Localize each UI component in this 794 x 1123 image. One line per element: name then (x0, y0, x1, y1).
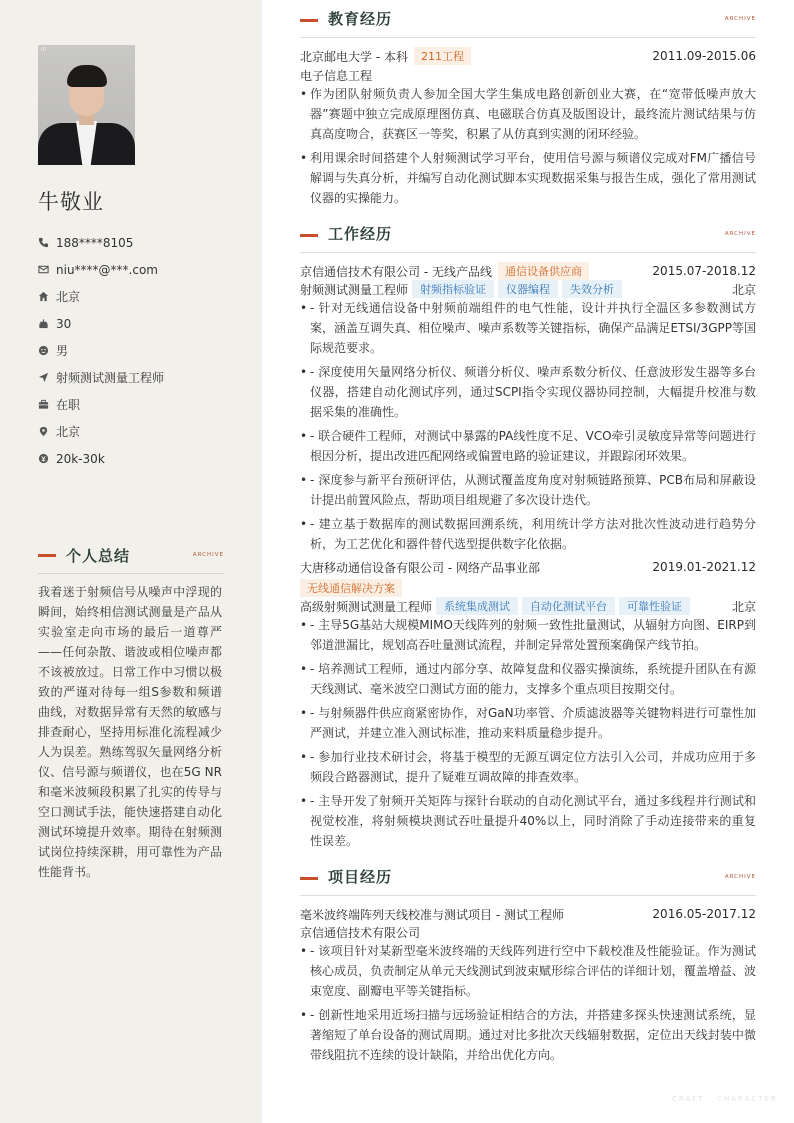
info-text: 在职 (56, 398, 81, 412)
info-email (38, 256, 238, 283)
job-1-header-row (300, 262, 756, 280)
info-status (38, 391, 238, 418)
education-period: 2011.09-2015.06 (652, 49, 756, 63)
candidate-name: 牛敬业 (38, 190, 104, 214)
briefcase-icon (38, 399, 49, 410)
photo-tag: ID (41, 47, 47, 53)
job-2-header-row (300, 558, 756, 576)
skill-tag: 仪器编程 (498, 280, 558, 298)
archive-label: ARCHIVE (192, 552, 224, 558)
info-text: 188****8105 (56, 235, 134, 250)
education-header-row (300, 47, 756, 65)
list-item: • - 建立基于数据库的测试数据回溯系统，利用统计学方法对批次性波动进行趋势分析，为工艺优化和器件替代选型提供数字化依据。 (300, 514, 756, 554)
section-title: 项目经历 (328, 868, 393, 886)
info-text: niu****@***.com (56, 262, 158, 277)
info-gender (38, 337, 238, 364)
archive-label: ARCHIVE (724, 874, 756, 880)
info-age (38, 310, 238, 337)
list-item: • - 深度参与新平台预研评估，从测试覆盖度角度对射频链路预算、PCB布局和屏蔽设计提出前置风险点，帮助项目组规避了多次设计迭代。 (300, 470, 756, 510)
job-2-role-row (300, 597, 756, 615)
summary-section-header (38, 544, 224, 574)
education-major-row (300, 66, 756, 84)
info-phone (38, 229, 238, 256)
list-item: • - 创新性地采用近场扫描与远场验证相结合的方法，并搭建多探头快速测试系统，显著缩短了单台设备的测试周期。通过对比多批次天线辐射数据，定位出天线封装中微带线阻抗不连续的设计缺陷，并给出优化方向。 (300, 1005, 756, 1065)
job-city: 北京 (731, 599, 756, 614)
job-1-role-row (300, 280, 756, 298)
info-salary (38, 445, 238, 472)
archive-label: ARCHIVE (724, 16, 756, 22)
job-role: 高级射频测试测量工程师 (300, 599, 433, 614)
project-bullets (300, 941, 756, 1069)
info-text: 30 (56, 316, 72, 331)
cake-icon (38, 318, 49, 329)
contact-info-list (38, 229, 238, 472)
job-1-bullets (300, 298, 756, 558)
section-accent-bar (300, 877, 318, 880)
skill-tag: 自动化测试平台 (522, 597, 615, 615)
info-text: 20k-30k (56, 451, 105, 466)
section-title: 工作经历 (328, 225, 393, 243)
gender-icon (38, 345, 49, 356)
mail-icon (38, 264, 49, 275)
watermark: CRAFT · CHARACTER (672, 1095, 778, 1103)
company-name: 大唐移动通信设备有限公司 - 网络产品事业部 (300, 560, 540, 575)
education-section-header (300, 8, 756, 38)
job-city: 北京 (731, 282, 756, 297)
job-period: 2019.01-2021.12 (652, 560, 756, 574)
list-item: • - 深度使用矢量网络分析仪、频谱分析仪、噪声系数分析仪、任意波形发生器等多台仪器，搭建自动化测试序列，通过SCPI指令实现仪器协同控制，大幅提升校准与数据采集的准确性。 (300, 362, 756, 422)
section-title: 教育经历 (328, 10, 393, 28)
info-text: 北京 (56, 425, 81, 439)
info-text: 男 (56, 344, 69, 358)
company-name: 京信通信技术有限公司 - 无线产品线 (300, 264, 492, 279)
info-position (38, 364, 238, 391)
section-title: 个人总结 (66, 547, 131, 565)
major: 电子信息工程 (300, 68, 373, 83)
list-item: • - 主导开发了射频开关矩阵与探针台联动的自动化测试平台，通过多线程并行测试和视觉校准，将射频模块测试吞吐量提升40%以上，同时消除了手动连接带来的重复性误差。 (300, 791, 756, 851)
list-item: • - 与射频器件供应商紧密协作，对GaN功率管、介质滤波器等关键物料进行可靠性加严测试，并建立准入测试标准，推动来料质量稳步提升。 (300, 703, 756, 743)
location-pin-icon (38, 426, 49, 437)
send-icon (38, 372, 49, 383)
school-badge: 211工程 (414, 47, 471, 65)
work-section-header (300, 223, 756, 253)
summary-text: 我着迷于射频信号从噪声中浮现的瞬间，始终相信测试测量是产品从实验室走向市场的最后一道尊严——任何杂散、谐波或相位噪声都不该被放过。日常工作中习惯以极致的严谨对待每一组S参数和频谱曲线，对数据异常有天然的敏感与排查耐心，坚持用标准化流程减少人为误差。熟练驾驭矢量网络分析仪、信号源与频谱仪，也在5G NR和毫米波频段积累了扎实的传导与空口测试手法，能快速搭建自动化测试环境提升效率。期待在射频测试岗位持续深耕，用可靠性为产品性能背书。 (38, 585, 222, 879)
skill-tag: 可靠性验证 (619, 597, 690, 615)
info-text: 射频测试测量工程师 (56, 371, 165, 385)
skill-tag: 系统集成测试 (436, 597, 518, 615)
profile-photo (38, 45, 135, 165)
list-item: • 作为团队射频负责人参加全国大学生集成电路创新创业大赛，在“宽带低噪声放大器”赛题中独立完成原理图仿真、电磁联合仿真及版图设计，最终流片测试结果与仿真高度吻合，获赛区一等奖，积累了从仿真到实测的闭环经验。 (300, 84, 756, 144)
sidebar (0, 0, 262, 1123)
salary-icon (38, 453, 49, 464)
list-item: • - 参加行业技术研讨会，将基于模型的无源互调定位方法引入公司，并成功应用于多频段合路器测试，提升了疑难互调故障的排查效率。 (300, 747, 756, 787)
info-text: 北京 (56, 290, 81, 304)
list-item: • - 联合硬件工程师，对测试中暴露的PA线性度不足、VCO牵引灵敏度异常等问题进行根因分析，提出改进匹配网络或偏置电路的验证建议，并跟踪闭环效果。 (300, 426, 756, 466)
section-accent-bar (38, 554, 56, 557)
school-name: 北京邮电大学 - 本科 (300, 49, 408, 64)
list-item: • - 针对无线通信设备中射频前端组件的电气性能，设计并执行全温区多参数测试方案，涵盖互调失真、相位噪声、噪声系数等关键指标，确保产品满足ETSI/3GPP等国际规范要求。 (300, 298, 756, 358)
archive-label: ARCHIVE (724, 231, 756, 237)
job-role: 射频测试测量工程师 (300, 282, 409, 297)
projects-section-header (300, 866, 756, 896)
education-bullets (300, 84, 756, 212)
job-2-badge-row (300, 579, 756, 597)
home-icon (38, 291, 49, 302)
job-period: 2015.07-2018.12 (652, 264, 756, 278)
project-period: 2016.05-2017.12 (652, 907, 756, 921)
section-accent-bar (300, 234, 318, 237)
list-item: • - 主导5G基站大规模MIMO天线阵列的射频一致性批量测试，从辐射方向图、EIRP到邻道泄漏比，规划高吞吐量测试流程，并制定异常处置预案确保产线节拍。 (300, 615, 756, 655)
info-city (38, 418, 238, 445)
list-item: • - 培养测试工程师，通过内部分享、故障复盘和仪器实操演练，系统提升团队在有源天线测试、毫米波空口测试方面的能力，支撑多个重点项目按期交付。 (300, 659, 756, 699)
skill-tag: 失效分析 (562, 280, 622, 298)
project-company-row (300, 923, 756, 941)
list-item: • - 该项目针对某新型毫米波终端的天线阵列进行空中下载校准及性能验证。作为测试核心成员，负责制定从单元天线测试到波束赋形综合评估的详细计划，覆盖增益、波束宽度、副瓣电平等关键指标。 (300, 941, 756, 1001)
company-badge: 通信设备供应商 (498, 262, 589, 280)
section-accent-bar (300, 19, 318, 22)
skill-tag: 射频指标验证 (412, 280, 494, 298)
project-company: 京信通信技术有限公司 (300, 925, 421, 940)
company-badge: 无线通信解决方案 (300, 579, 402, 597)
project-header-row (300, 905, 756, 923)
list-item: • 利用课余时间搭建个人射频测试学习平台，使用信号源与频谱仪完成对FM广播信号解调与失真分析，并编写自动化测试脚本实现数据采集与报告生成，强化了常用测试仪器的实操能力。 (300, 148, 756, 208)
info-home (38, 283, 238, 310)
project-name: 毫米波终端阵列天线校准与测试项目 - 测试工程师 (300, 907, 564, 922)
job-2-bullets (300, 615, 756, 855)
phone-icon (38, 237, 49, 248)
